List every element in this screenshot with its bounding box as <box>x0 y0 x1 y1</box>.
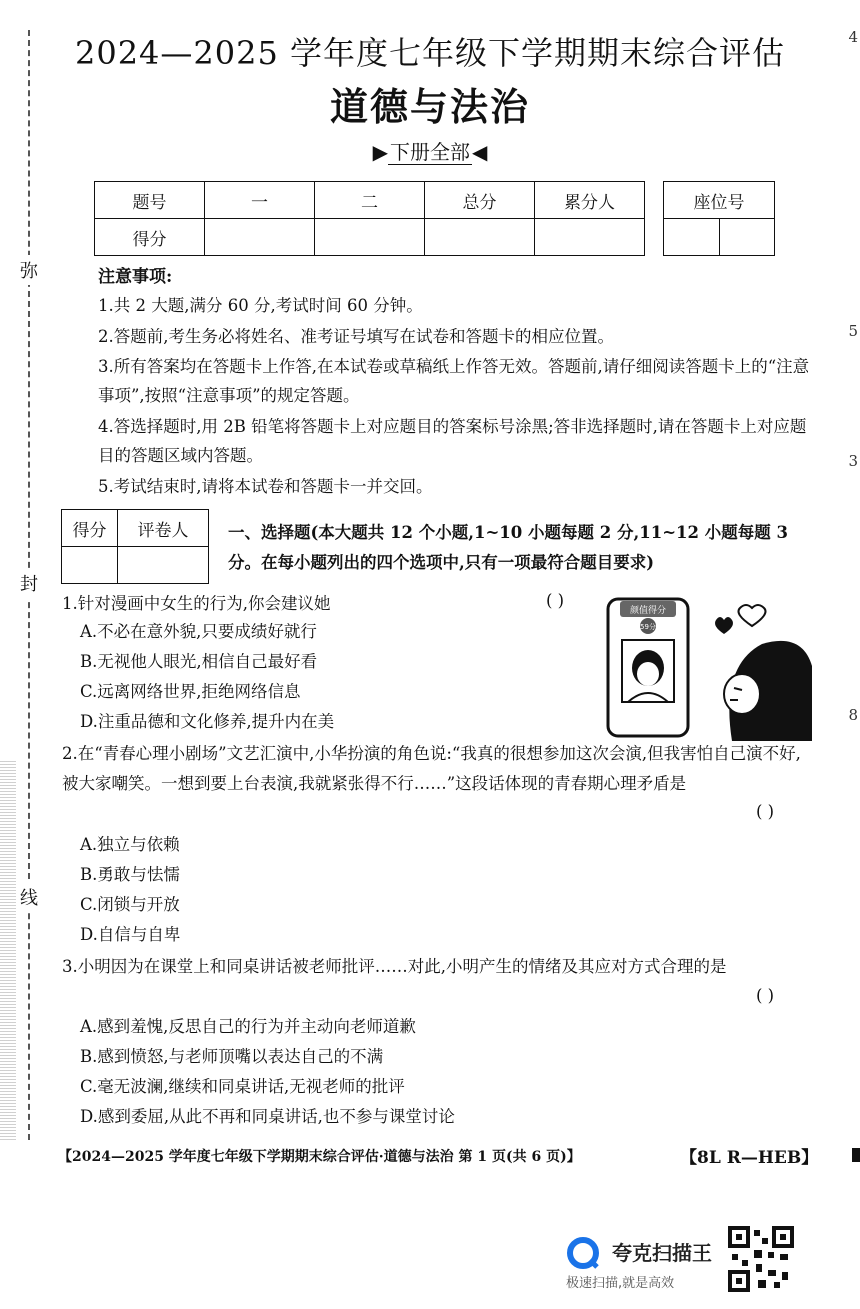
score-cell[interactable] <box>205 219 315 256</box>
binding-edge-texture <box>0 760 16 1140</box>
arrow-left-icon: ◀ <box>472 140 488 164</box>
grader-score-cell[interactable] <box>62 547 118 584</box>
watermark-slogan: 极速扫描,就是高效 <box>566 1276 675 1291</box>
option-a: A.独立与依赖 <box>80 835 180 854</box>
question-stem: 1.针对漫画中女生的行为,你会建议她 <box>62 594 331 613</box>
score-row-label: 得分 <box>95 219 205 256</box>
exam-title: 2024—2025 学年度七年级下学期期末综合评估 <box>74 34 786 72</box>
note-item: 3.所有答案均在答题卡上作答,在本试卷或草稿纸上作答无效。答题前,请仔细阅读答题卡上的“注意事项”,按照“注意事项”的规定答题。 <box>98 357 810 405</box>
question-stem: 2.在“青春心理小剧场”文艺汇演中,小华扮演的角色说:“我真的很想参加这次会演,但我害怕自己演不好,被大家嘲笑。一想到要上台表演,我就紧张得不行……”这段话体现的青春期心理矛盾是 <box>62 744 801 793</box>
watermark-brand: 夸克扫描王 <box>612 1241 712 1265</box>
note-item: 2.答题前,考生务必将姓名、准考证号填写在试卷和答题卡的相应位置。 <box>98 327 614 346</box>
footer-code: 【8L R—HEB】 <box>680 1148 819 1168</box>
answer-paren: ( ) <box>546 591 565 610</box>
note-item: 4.答选择题时,用 2B 铅笔将答题卡上对应题目的答案标号涂黑;答非选择题时,请在答题卡上对应题目的答题区域内答题。 <box>98 417 807 465</box>
option-a: A.感到羞愧,反思自己的行为并主动向老师道歉 <box>80 1017 416 1036</box>
arrow-right-icon: ▶ <box>372 140 388 164</box>
question-stem: 3.小明因为在课堂上和同桌讲话被老师批评……对此,小明产生的情绪及其应对方式合理的是 <box>62 957 727 976</box>
score-table-header: 一 <box>205 182 315 219</box>
option-c: C.闭锁与开放 <box>80 895 180 914</box>
option-d: D.注重品德和文化修养,提升内在美 <box>80 712 335 731</box>
option-b: B.感到愤怒,与老师顶嘴以表达自己的不满 <box>80 1047 384 1066</box>
scope-line <box>0 136 860 165</box>
option-c: C.毫无波澜,继续和同桌讲话,无视老师的批评 <box>80 1077 405 1096</box>
seat-cell[interactable] <box>664 219 720 256</box>
score-table-header: 二 <box>315 182 425 219</box>
page-footer: 【2024—2025 学年度七年级下学期期末综合评估·道德与法治 第 1 页(共 6 页)】 <box>58 1149 581 1165</box>
score-table-header: 累分人 <box>535 182 645 219</box>
option-b: B.无视他人眼光,相信自己最好看 <box>80 652 318 671</box>
edge-page-number: 5 <box>848 322 858 340</box>
qr-code-icon <box>728 1226 794 1292</box>
heart-icon <box>715 617 733 634</box>
person-face <box>724 674 760 714</box>
edge-page-number: 3 <box>848 452 858 470</box>
seat-label: 座位号 <box>664 182 775 219</box>
scanner-logo-icon <box>566 1236 600 1270</box>
score-cell[interactable] <box>535 219 645 256</box>
answer-paren: ( ) <box>756 802 775 821</box>
seat-table <box>663 181 775 256</box>
grader-name-cell[interactable] <box>117 547 208 584</box>
score-badge-text: 颜值得分 <box>629 606 667 616</box>
score-table <box>94 181 645 256</box>
binding-char-feng: 封 <box>20 568 38 598</box>
binding-char-xian: 线 <box>20 882 38 912</box>
girl-face <box>637 662 659 686</box>
note-item: 5.考试结束时,请将本试卷和答题卡一并交回。 <box>98 477 433 496</box>
edge-mark <box>852 1148 860 1162</box>
answer-paren: ( ) <box>756 986 775 1005</box>
option-d: D.自信与自卑 <box>80 925 181 944</box>
option-d: D.感到委屈,从此不再和同桌讲话,也不参与课堂讨论 <box>80 1107 455 1126</box>
score-table-header: 总分 <box>425 182 535 219</box>
score-cell[interactable] <box>425 219 535 256</box>
grader-name-label: 评卷人 <box>117 510 208 547</box>
section-heading: 一、选择题(本大题共 12 个小题,1~10 小题每题 2 分,11~12 小题每题 3 分。在每小题列出的四个选项中,只有一项最符合题目要求) <box>228 523 788 572</box>
option-b: B.勇敢与怯懦 <box>80 865 180 884</box>
grader-table <box>61 509 209 584</box>
cartoon-illustration <box>602 596 812 741</box>
heart-outline-icon <box>739 605 766 626</box>
option-a: A.不必在意外貌,只要成绩好就行 <box>80 622 317 641</box>
scope-label: 下册全部 <box>390 140 470 164</box>
edge-page-number: 8 <box>848 706 858 724</box>
option-c: C.远离网络世界,拒绝网络信息 <box>80 682 301 701</box>
grader-score-label: 得分 <box>62 510 118 547</box>
score-table-header: 题号 <box>95 182 205 219</box>
binding-char-mi: 弥 <box>20 255 38 285</box>
score-cell[interactable] <box>315 219 425 256</box>
edge-page-number: 4 <box>848 28 858 46</box>
subject-title: 道德与法治 <box>329 84 530 129</box>
notes-title: 注意事项: <box>98 267 173 287</box>
note-item: 1.共 2 大题,满分 60 分,考试时间 60 分钟。 <box>98 296 423 315</box>
score-value: 59分 <box>640 623 656 631</box>
seat-cell[interactable] <box>719 219 775 256</box>
